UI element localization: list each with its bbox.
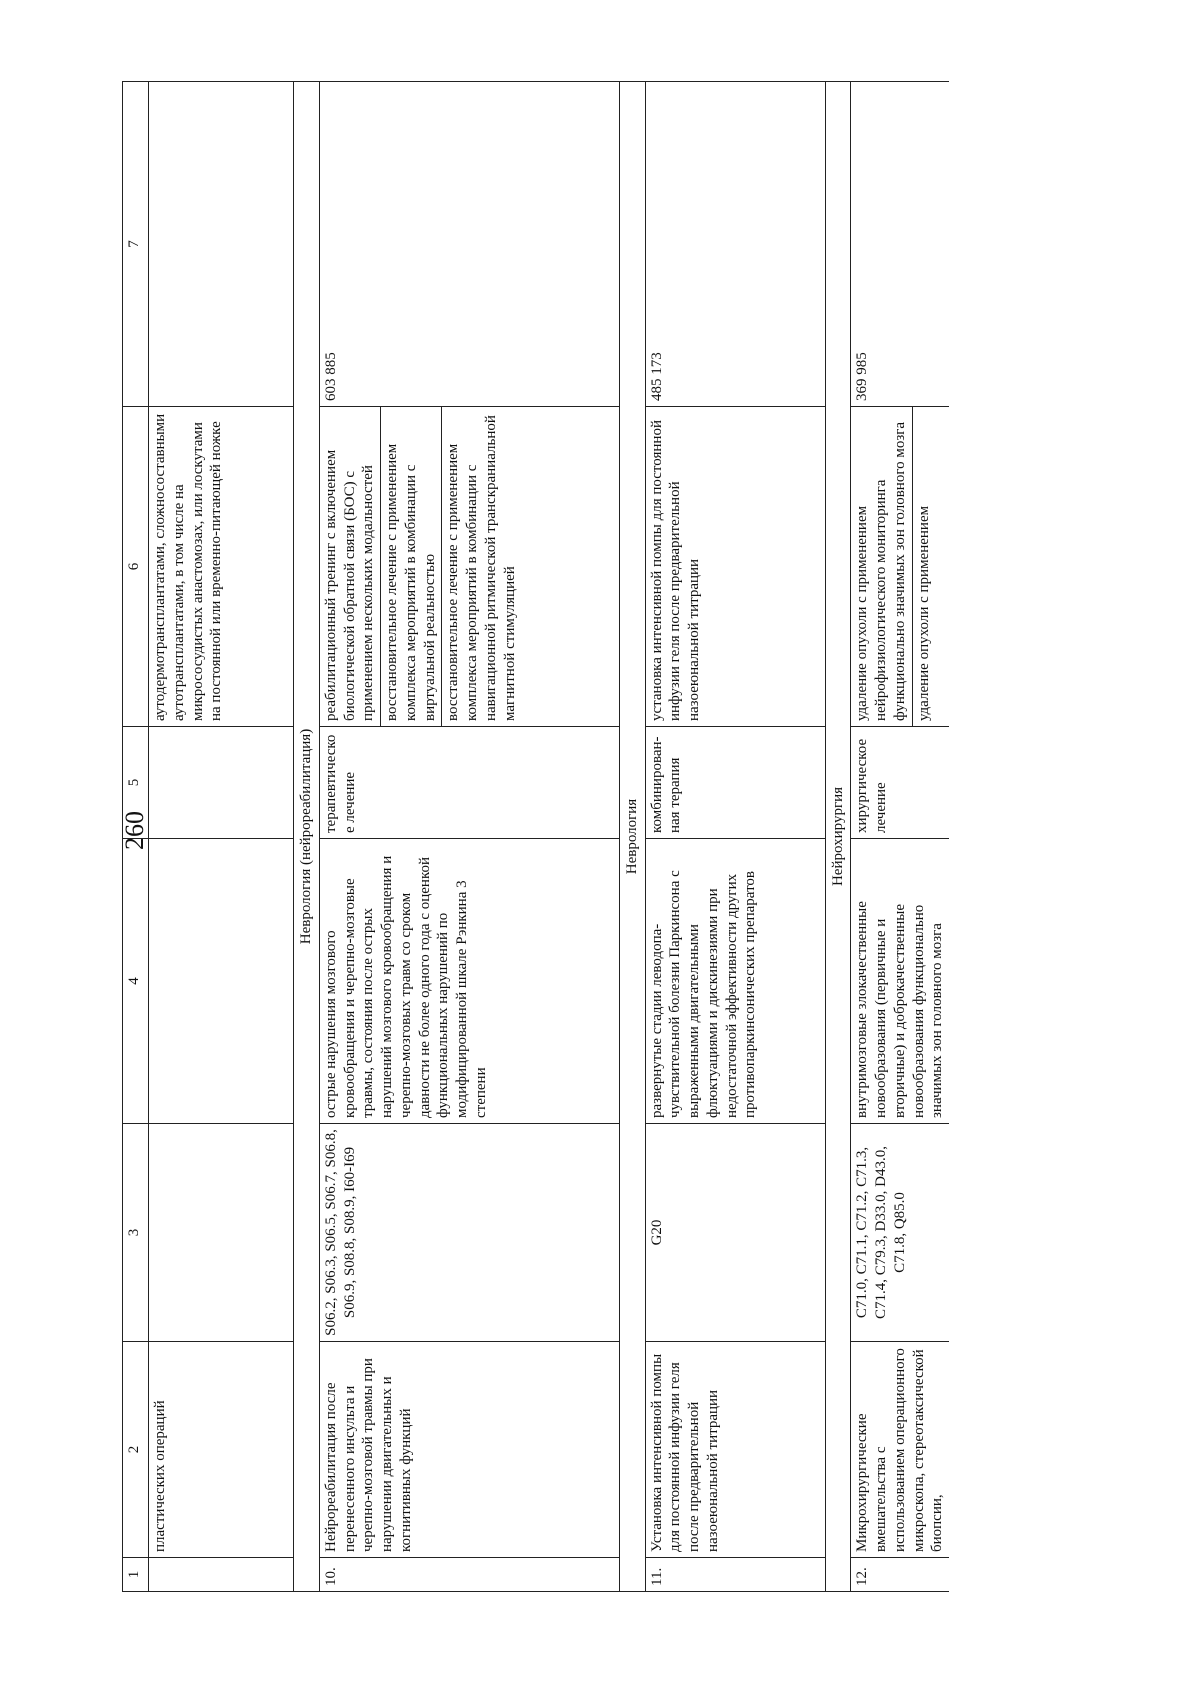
section-title: Неврология: [619, 82, 645, 1592]
method-item: удаление опухоли с применением нейрофизиологического мониторинга функционально значимых зон головного мозга: [851, 407, 912, 726]
row-name: Нейрореабилитация после перенесенного инсульта и черепно-мозговой травмы при нарушении двигательных и когнитивных функций: [319, 1342, 619, 1558]
col-header-4: 4: [123, 839, 149, 1124]
section-title: Неврология (нейрореабилитация): [294, 82, 320, 1592]
method-item: удаление опухоли с применением: [915, 505, 932, 721]
section-row: [619, 82, 645, 1592]
method-item: восстановительное лечение с применением комплекса мероприятий в комбинации с виртуальной реальностью: [381, 407, 442, 726]
row-number: 11.: [645, 1558, 825, 1592]
row-codes: S06.2, S06.3, S06.5, S06.7, S06.8, S06.9, S08.8, S08.9, I60-I69: [319, 1124, 619, 1342]
table-row: [645, 82, 825, 1592]
method-item: восстановительное лечение с применением комплекса мероприятий в комбинации с навигационной ритмической транскраниальной магнитной стимуляцией: [445, 415, 518, 721]
method-item: реабилитационный тренинг с включением биологической обратной связи (БОС) с применением нескольких модальностей: [320, 407, 381, 726]
services-table: [122, 81, 949, 1592]
row-codes: C71.0, C71.1, C71.2, C71.3, C71.4, C79.3, D33.0, D43.0, C71.8, Q85.0: [851, 1124, 949, 1342]
header-row: [123, 82, 149, 1592]
row-methods: [851, 407, 949, 727]
row-number: 10.: [319, 1558, 619, 1592]
row-model: развернутые стадии леводопа-чувствительной болезни Паркинсона с выраженными двигательными флюктуациями и дискинезиями при недостаточной эффективности других противопаркинсонических препаратов: [645, 839, 825, 1124]
cont-c4: [149, 839, 294, 1124]
table-row: [319, 82, 619, 1592]
cont-c6: аутодермотрансплантатами, сложносоставными аутотрансплантатами, в том числе на микрососудистых анастомозах, или лоскутами на постоянной или временно-питающей ножке: [149, 407, 294, 727]
col-header-3: 3: [123, 1124, 149, 1342]
row-methods: установка интенсивной помпы для постоянной инфузии геля после предварительной назоеюнальной титрации: [645, 407, 825, 727]
col-header-2: 2: [123, 1342, 149, 1558]
continuation-row: [149, 82, 294, 1592]
col-header-6: 6: [123, 407, 149, 727]
col-header-7: 7: [123, 82, 149, 407]
row-type: терапевтическое лечение: [319, 727, 619, 839]
col-header-5: 5: [123, 727, 149, 839]
row-type: хирургическое лечение: [851, 727, 949, 839]
cont-c2: пластических операций: [149, 1342, 294, 1558]
row-name: Микрохирургические вмешательства с использованием операционного микроскопа, стереотаксической биопсии,: [851, 1342, 949, 1558]
section-title: Нейрохирургия: [825, 82, 851, 1592]
row-type: комбинирован-ная терапия: [645, 727, 825, 839]
section-row: [294, 82, 320, 1592]
cont-c5: [149, 727, 294, 839]
cont-c1: [149, 1558, 294, 1592]
section-row: [825, 82, 851, 1592]
rotated-page: [122, 82, 1152, 1592]
row-methods: [319, 407, 619, 727]
cont-c3: [149, 1124, 294, 1342]
row-codes: G20: [645, 1124, 825, 1342]
row-price: 485 173: [645, 82, 825, 407]
row-price: 603 885: [319, 82, 619, 407]
table-row: [851, 82, 949, 1592]
row-model: острые нарушения мозгового кровообращения и черепно-мозговые травмы, состояния после острых нарушений мозгового кровообращения и черепно-мозговых травм со сроком давности не более одного года с оценкой функциональных нарушений по модифицированной шкале Рэнкина 3 степени: [319, 839, 619, 1124]
row-name: Установка интенсивной помпы для постоянной инфузии геля после предварительной назоеюнальной титрации: [645, 1342, 825, 1558]
row-number: 12.: [851, 1558, 949, 1592]
cont-c7: [149, 82, 294, 407]
row-model: внутримозговые злокачественные новообразования (первичные и вторичные) и доброкачественные новообразования функционально значимых зон головного мозга: [851, 839, 949, 1124]
row-price: 369 985: [851, 82, 949, 407]
col-header-1: 1: [123, 1558, 149, 1592]
page-number: 260: [120, 811, 149, 850]
